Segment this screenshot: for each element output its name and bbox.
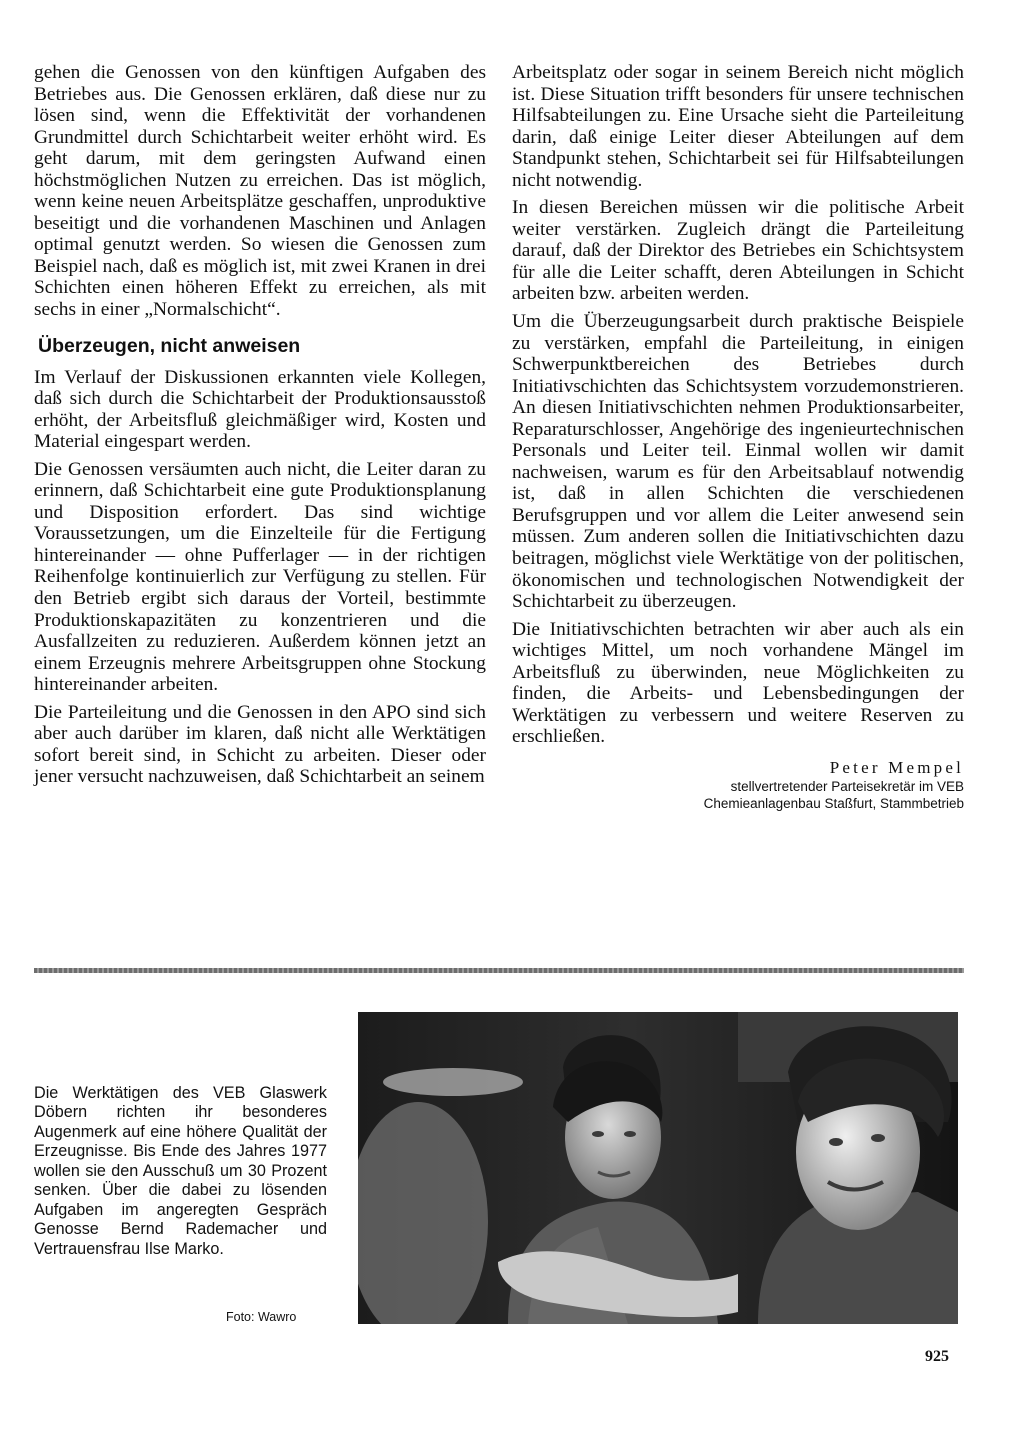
paragraph: Im Verlauf der Diskussionen erkannten viele Kollegen, daß sich durch die Schichtarbeit der Produktionsausstoß erhöht, der Arbeitsfluß gleichmäßiger wird, Kosten und Material eingespart werden.	[34, 366, 486, 453]
photo-illustration	[358, 1012, 958, 1324]
paragraph: Arbeitsplatz oder sogar in seinem Bereich nicht möglich ist. Diese Situation trifft besonders für unsere technischen Hilfsabteilungen zu. Eine Ursache sieht die Parteileitung darin, daß einige Leiter dieser Abteilungen auf dem Standpunkt stehen, Schichtarbeit sei für Hilfsabteilungen nicht notwendig.	[512, 62, 964, 191]
paragraph: Die Parteileitung und die Genossen in den APO sind sich aber auch darüber im klaren, daß nicht alle Werktätigen sofort bereit sind, in Schicht zu arbeiten. Dieser oder jener versucht nachzuweisen, daß Schichtarbeit an seinem	[34, 701, 486, 788]
photo-caption: Die Werktätigen des VEB Glaswerk Döbern richten ihr besonderes Augenmerk auf eine höhere Qualität der Erzeugnisse. Bis Ende des Jahres 1977 wollen sie den Ausschuß um 30 Prozent senken. Über die dabei zu lösenden Aufgaben im angeregten Gespräch Genosse Bernd Rademacher und Vertrauensfrau Ilse Marko.	[34, 1084, 327, 1258]
paragraph: Um die Überzeugungsarbeit durch praktische Beispiele zu verstärken, empfahl die Parteileitung, in einigen Schwerpunktbereichen des Betriebes durch Initiativschichten das Schichtsystem vorzudemonstrieren. An diesen Initiativschichten nehmen Produktionsarbeiter, Reparaturschlosser, Angehörige des ingenieurtechnischen Personals und Leiter teil. Einmal wollen wir damit nachweisen, warum es für den Arbeitsablauf notwendig ist, daß in allen Schichten die verschiedenen Berufsgruppen und vor allem die Leiter anwesend sein müssen. Zum anderen sollen die Initiativschichten dazu beitragen, möglichst viele Werktätige von der politischen, ökonomischen und technologischen Notwendigkeit der Schichtarbeit zu überzeugen.	[512, 311, 964, 613]
page-number: 925	[925, 1348, 949, 1365]
left-column	[34, 62, 486, 794]
author-role-line-2: Chemieanlagenbau Staßfurt, Stammbetrieb	[703, 795, 964, 811]
author-name: Peter Mempel	[829, 757, 964, 777]
paragraph: Die Initiativschichten betrachten wir aber auch als ein wichtiges Mittel, um noch vorhandene Mängel im Arbeitsfluß zu überwinden, neue Möglichkeiten zu finden, die Arbeits- und Lebensbedingungen der Werktätigen zu verbessern und weitere Reserven zu erschließen.	[512, 618, 964, 748]
right-column	[512, 62, 964, 812]
section-divider	[34, 968, 964, 973]
section-heading: Überzeugen, nicht anweisen	[38, 334, 301, 357]
author-role-line-1: stellvertretender Parteisekretär im VEB	[730, 778, 964, 794]
paragraph: Die Genossen versäumten auch nicht, die Leiter daran zu erinnern, daß Schichtarbeit eine gute Produktionsplanung und Disposition erfordert. Das sind wichtige Voraussetzungen, um die Einzelteile für die Fertigung hintereinander — ohne Pufferlager — in der richtigen Reihenfolge kontinuierlich zur Verfügung zu stellen. Für den Betrieb ergibt sich daraus der Vorteil, bestimmte Produktionskapazitäten zu konzentrieren und die Ausfallzeiten zu reduzieren. Außerdem können jetzt an einem Erzeugnis mehrere Arbeitsgruppen ohne Stockung hintereinander arbeiten.	[34, 458, 486, 696]
photo-two-workers-conversation	[358, 1012, 958, 1324]
photo-credit: Foto: Wawro	[226, 1310, 297, 1324]
paragraph: In diesen Bereichen müssen wir die politische Arbeit weiter verstärken. Zugleich drängt die Parteileitung darauf, daß der Direktor des Betriebes ein Schichtsystem für alle die Leiter schafft, deren Abteilungen in Schicht arbeiten bzw. arbeiten werden.	[512, 197, 964, 305]
paragraph: gehen die Genossen von den künftigen Aufgaben des Betriebes aus. Die Genossen erklären, daß diese nur zu lösen sind, wenn die Effektivität der vorhandenen Grundmittel durch Schichtarbeit weiter erhöht wird. Es geht darum, mit dem geringsten Aufwand einen höchstmöglichen Nutzen zu erreichen. Das ist möglich, wenn keine neuen Arbeitsplätze geschaffen, unproduktive beseitigt und die vorhandenen Maschinen und Anlagen optimal genutzt werden. So wiesen die Genossen zum Beispiel nach, daß es möglich ist, mit zwei Kranen in drei Schichten einen höheren Effekt zu erreichen, als mit sechs in einer „Normalschicht“.	[34, 62, 486, 321]
